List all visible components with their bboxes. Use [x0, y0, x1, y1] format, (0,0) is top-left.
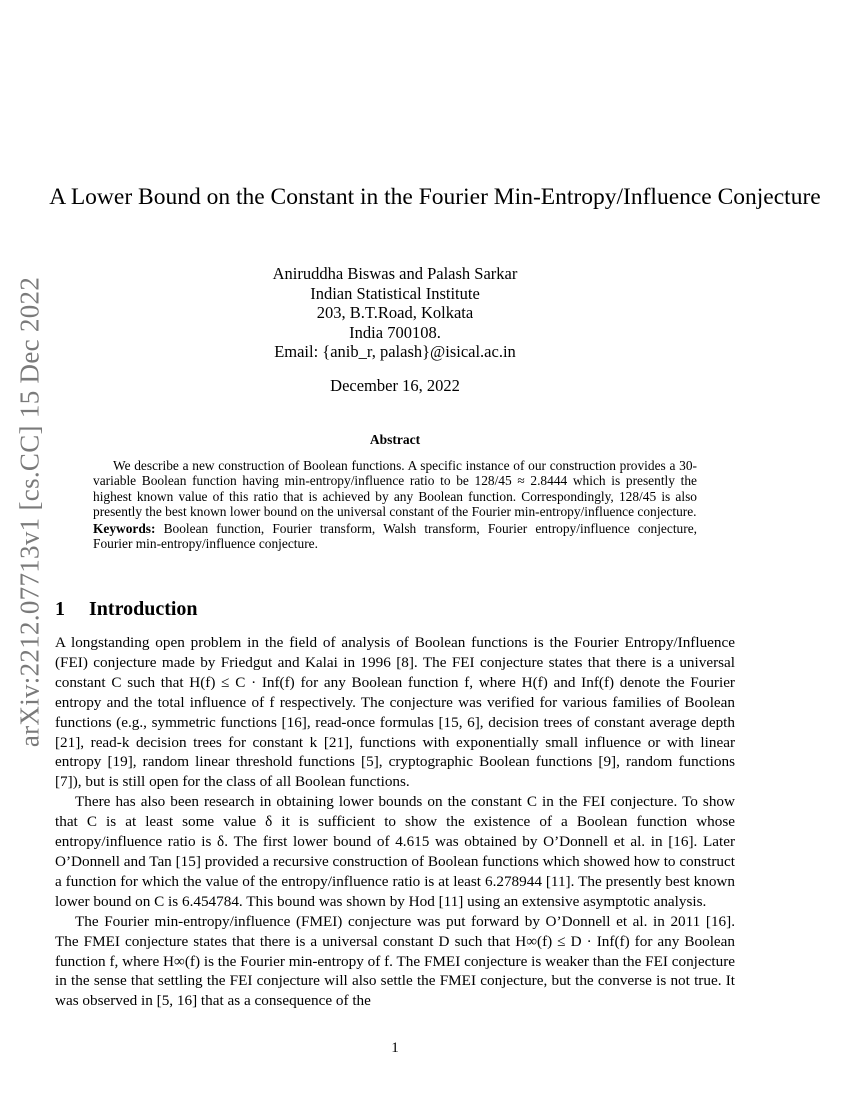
abstract-heading: Abstract [369, 432, 421, 447]
arxiv-id-text: arXiv:2212.07713v1 [cs.CC] 15 Dec 2022 [14, 276, 45, 748]
paragraph: The Fourier min-entropy/influence (FMEI) conjecture was put forward by O’Donnell et al. in 2011 [16]. The FMEI conjecture states that there is a universal constant D such that H∞(f) ≤ D · Inf(f) for any Boolean function f, where H∞(f) is the Fourier min-entropy of f. The FMEI conjecture is weaker than the FEI conjecture in the sense that settling the FEI conjecture will also settle the FMEI conjecture, but the converse is not true. It was observed in [5, 16] that as a consequence of the [55, 912, 735, 1010]
section-heading [55, 598, 198, 621]
author-email: Email: {anib_r, palash}@isical.ac.in [274, 342, 516, 361]
paragraph: A longstanding open problem in the field of analysis of Boolean functions is the Fourier Entropy/Influence (FEI) conjecture made by Friedgut and Kalai in 1996 [8]. The FEI conjecture states that there is a universal constant C such that H(f) ≤ C · Inf(f) for any Boolean function f, where H(f) and Inf(f) denote the Fourier entropy and the total influence of f respectively. The conjecture was verified for various families of Boolean functions (e.g., symmetric functions [16], read-once formulas [15, 6], decision trees of constant average depth [21], read-k decision trees for constant k [21], functions with exponentially small influence or with linear entropy [19], random linear threshold functions [5], cryptographic Boolean functions [9], random functions [7]), but is still open for the class of all Boolean functions. [55, 634, 735, 791]
page-number: 1 [391, 1040, 399, 1056]
keywords-label: Keywords: [93, 520, 156, 536]
author-street: 203, B.T.Road, Kolkata [316, 303, 474, 322]
section-number: 1 [55, 598, 65, 620]
author-names: Aniruddha Biswas and Palash Sarkar [272, 264, 518, 283]
keywords-text: Boolean function, Fourier transform, Walsh transform, Fourier entropy/influence conjecture, Fourier min-entropy/influence conjecture. [93, 520, 697, 552]
author-institute: Indian Statistical Institute [310, 283, 480, 303]
section-title: Introduction [89, 598, 198, 620]
paper-date: December 16, 2022 [330, 376, 460, 395]
keywords-line [93, 521, 697, 552]
abstract-block [93, 458, 697, 551]
abstract-text: We describe a new construction of Boolean functions. A specific instance of our construction provides a 30-variable Boolean function having min-entropy/influence ratio to be 128/45 ≈ 2.8444 which is presently the highest known value of this ratio that is achieved by any Boolean function. Correspondingly, 128/45 is also presently the best known lower bound on the universal constant of the Fourier min-entropy/influence conjecture. [93, 458, 697, 520]
paper-title: A Lower Bound on the Constant in the Fourier Min-Entropy/Influence Conjecture [49, 184, 821, 210]
author-country: India 700108. [349, 322, 441, 342]
body-text [55, 633, 735, 1011]
paragraph: There has also been research in obtaining lower bounds on the constant C in the FEI conjecture. To show that C is at least some value δ it is sufficient to show the existence of a Boolean function whose entropy/influence ratio is δ. The first lower bound of 4.615 was obtained by O’Donnell et al. in [16]. Later O’Donnell and Tan [15] provided a recursive construction of Boolean functions which showed how to construct a function for which the value of the entropy/influence ratio is at least 6.278944 [11]. The presently best known lower bound on C is 6.454784. This bound was shown by Hod [11] using an extensive asymptotic analysis. [55, 793, 735, 910]
author-block [0, 264, 790, 362]
